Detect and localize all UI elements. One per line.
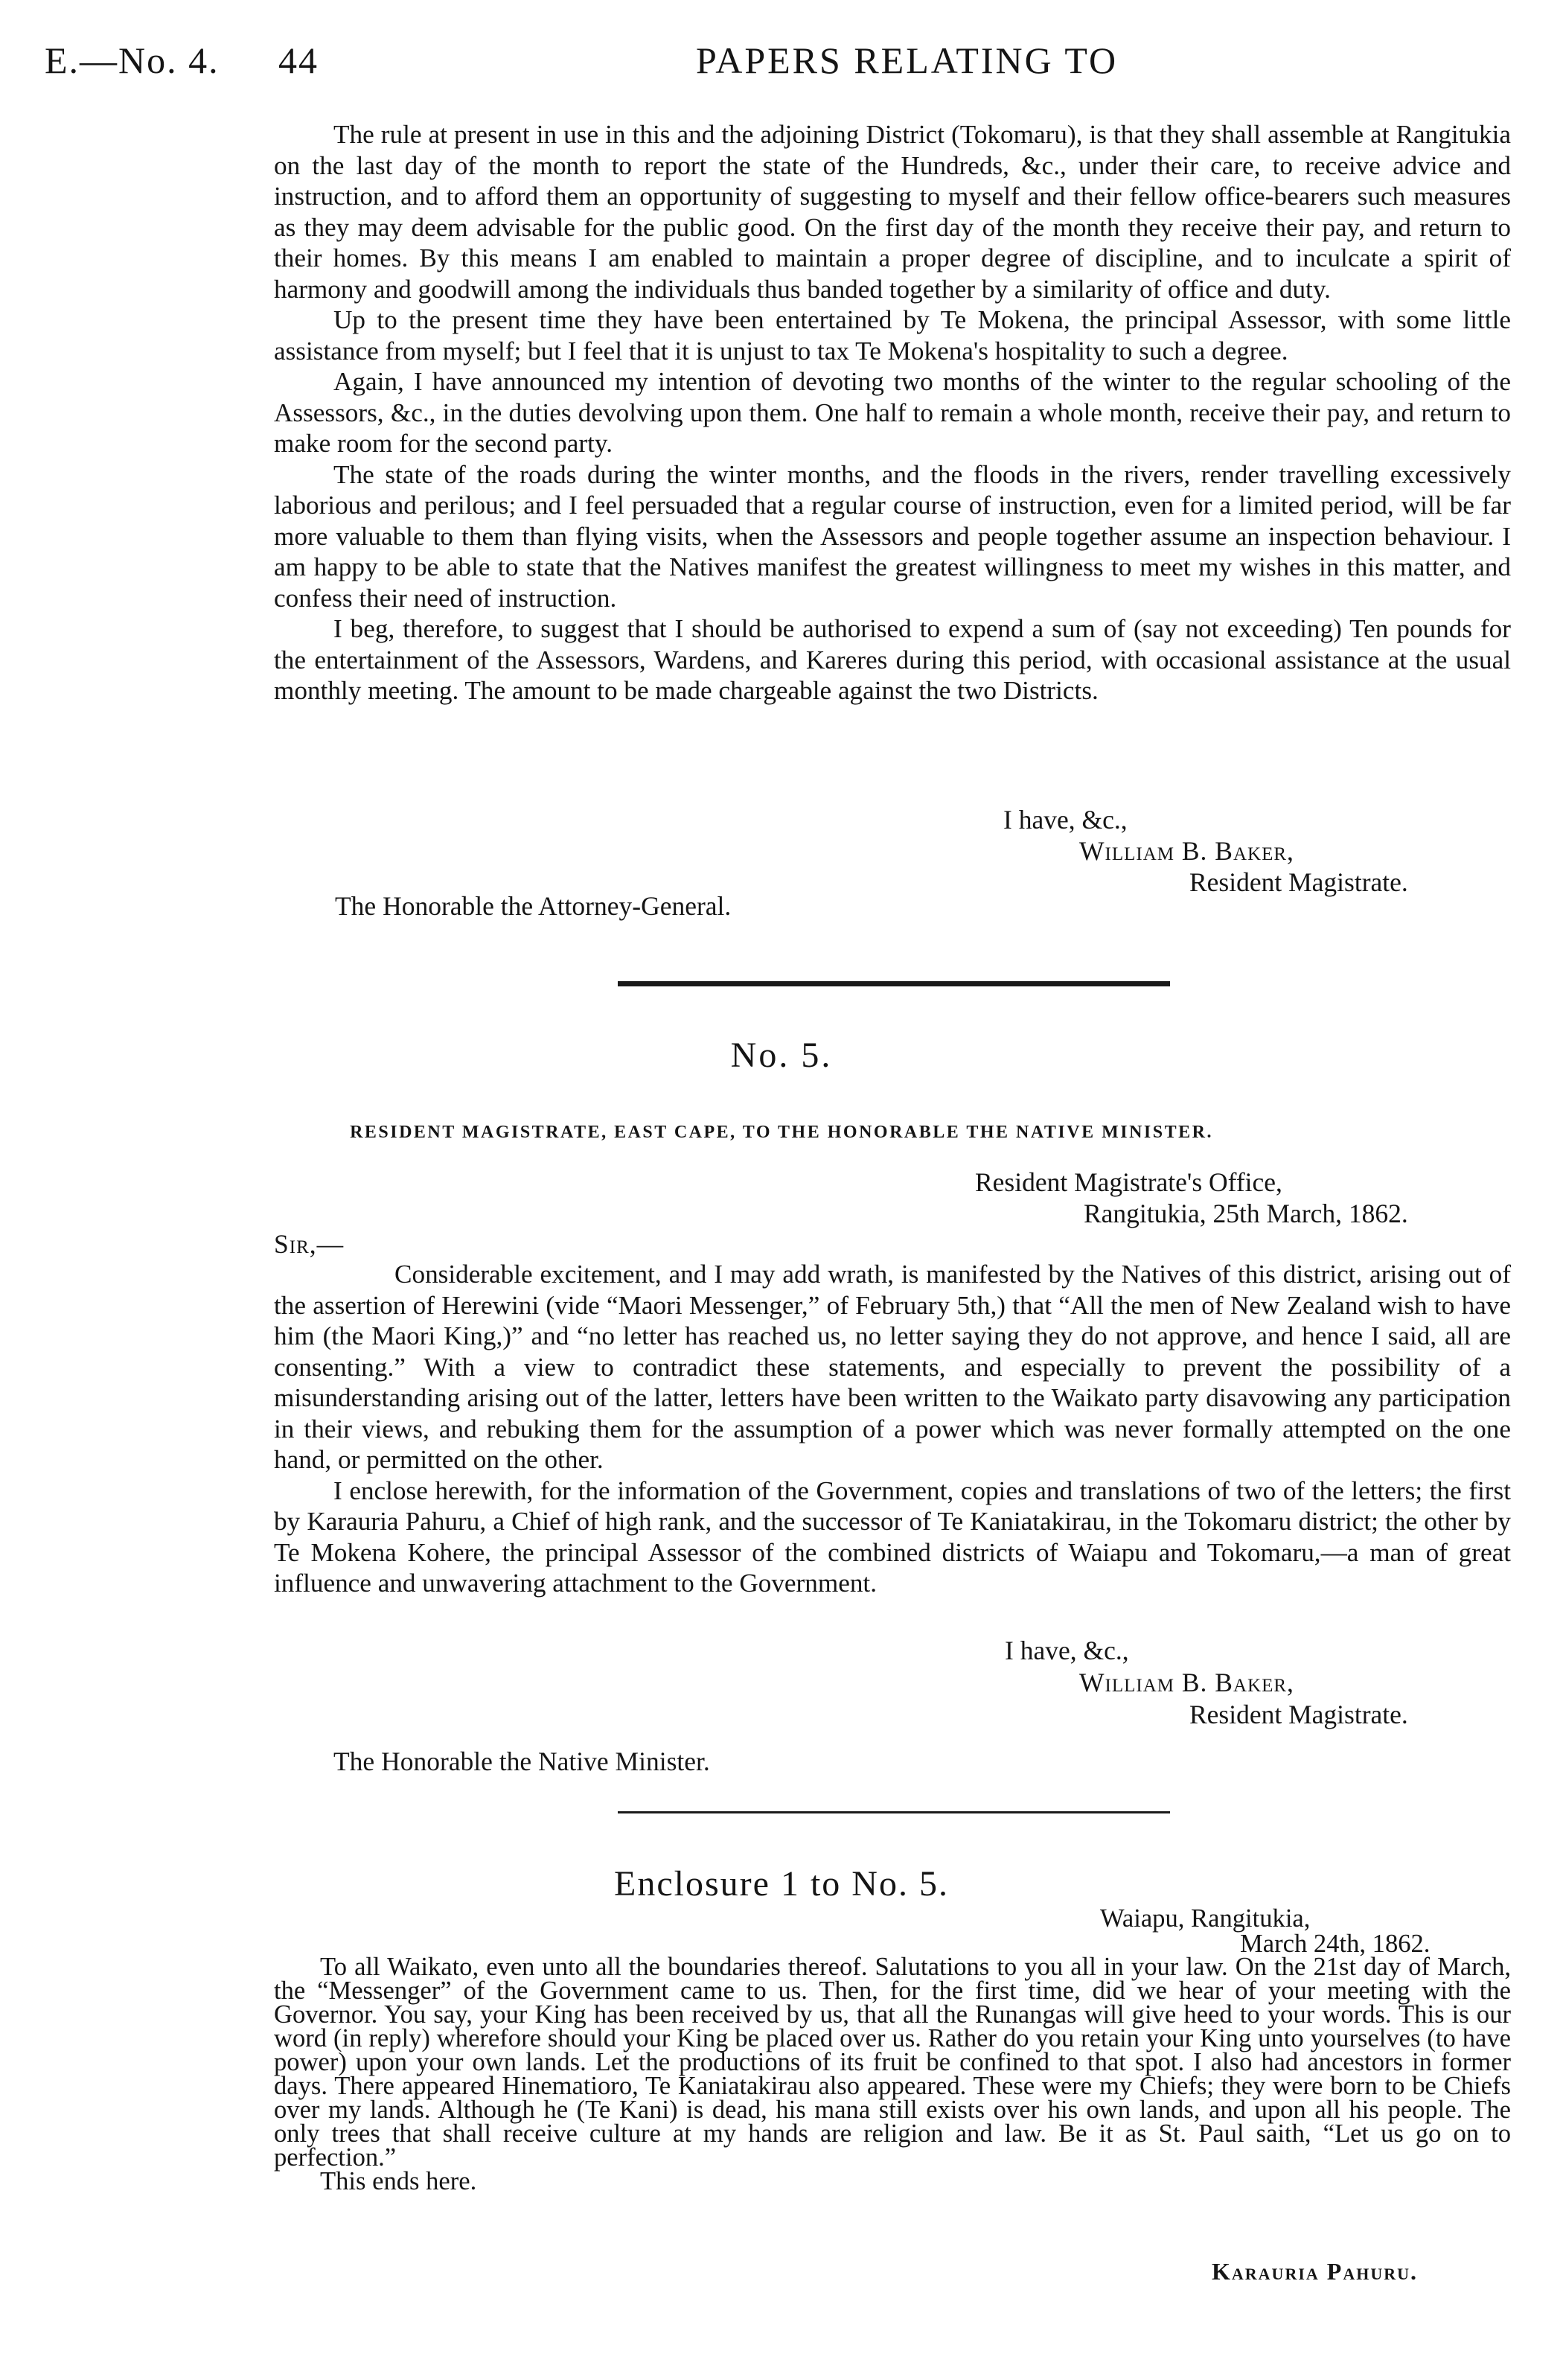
letter4-addressee: The Honorable the Attorney-General.: [335, 891, 732, 921]
letter4-body: [274, 119, 1511, 706]
letter4-paragraph: I beg, therefore, to suggest that I should be authorised to expend a sum of (say not exceeding) Ten pounds for the entertainment of the Assessors, Wardens, and Kareres during this period, with occasional assistance at the usual monthly meeting. The amount to be made chargeable against the two Districts.: [274, 614, 1511, 705]
running-header: [45, 39, 1533, 91]
enclosure-body: [274, 1955, 1511, 2193]
letter4-signer-title: Resident Magistrate.: [1189, 867, 1408, 897]
letter5-body: [274, 1259, 1511, 1599]
letter4-paragraph: The state of the roads during the winter months, and the floods in the rivers, render travelling excessively laborious and perilous; and I feel persuaded that a regular course of instruction, even for a limited period, will be far more valuable to them than flying visits, when the Assessors and people together assume an inspection behaviour. I am happy to be able to state that the Natives manifest the greatest willingness to meet my wishes in this matter, and confess their need of instruction.: [274, 459, 1511, 613]
letter4-paragraph: The rule at present in use in this and the adjoining District (Tokomaru), is that they shall assemble at Rangitukia on the last day of the month to report the state of the Hundreds, &c., under their care, to receive advice and instruction, and to afford them an opportunity of suggesting to myself and their fellow office-bearers such measures as they may deem advisable for the public good. On the first day of the month they receive their pay, and return to their homes. By this means I am enabled to maintain a proper degree of discipline, and to inculcate a spirit of harmony and goodwill among the individuals thus banded together by a similarity of office and duty.: [274, 120, 1511, 304]
letter5-addressee: The Honorable the Native Minister.: [333, 1746, 710, 1776]
enclosure-heading: Enclosure 1 to No. 5.: [614, 1864, 949, 1904]
letter5-signer: William B. Baker,: [1079, 1668, 1294, 1697]
letter-number-heading: No. 5.: [730, 1036, 833, 1075]
paper-reference: E.—No. 4.: [45, 39, 220, 81]
letter4-closing: I have, &c.,: [1003, 805, 1128, 835]
section-divider: [618, 981, 1170, 986]
letter5-signer-title: Resident Magistrate.: [1189, 1700, 1408, 1729]
page-number: 44: [278, 39, 319, 81]
letter4-paragraph: Again, I have announced my intention of devoting two months of the winter to the regular schooling of the Assessors, &c., in the duties devolving upon them. One half to remain a whole month, receive their pay, and return to make room for the second party.: [274, 367, 1511, 458]
section-divider: [618, 1811, 1170, 1813]
enclosure-paragraph: This ends here.: [320, 2167, 477, 2195]
letter5-salutation: Sir,—: [274, 1229, 345, 1259]
letter-subheading: RESIDENT MAGISTRATE, EAST CAPE, TO THE HONORABLE THE NATIVE MINISTER.: [350, 1123, 1213, 1142]
enclosure-place: Waiapu, Rangitukia,: [1100, 1904, 1311, 1933]
letter5-closing: I have, &c.,: [1005, 1636, 1129, 1665]
letter5-address-line2: Rangitukia, 25th March, 1862.: [1084, 1199, 1408, 1228]
running-title: PAPERS RELATING TO: [696, 39, 1119, 81]
letter4-paragraph: Up to the present time they have been entertained by Te Mokena, the principal Assessor, with some little assistance from myself; but I feel that it is unjust to tax Te Mokena's hospitality to such a degree.: [274, 305, 1511, 366]
enclosure-date: March 24th, 1862.: [1240, 1930, 1431, 1958]
letter5-address-line1: Resident Magistrate's Office,: [975, 1167, 1282, 1197]
letter4-signer: William B. Baker,: [1079, 836, 1294, 866]
letter5-paragraph: I enclose herewith, for the information of the Government, copies and translations of two of the letters; the first by Karauria Pahuru, a Chief of high rank, and the successor of Te Kaniatakirau, in the Tokomaru district; the other by Te Mokena Kohere, the principal Assessor of the combined districts of Waiapu and Tokomaru,—a man of great influence and unwavering attachment to the Government.: [274, 1475, 1511, 1598]
enclosure-signer: Karauria Pahuru.: [1212, 2258, 1418, 2285]
enclosure-paragraph: To all Waikato, even unto all the boundaries thereof. Salutations to you all in your law. On the 21st day of March, the “Messenger” of the Government came to us. Then, for the first time, did we hear of your meeting with the Governor. You say, your King has been received by us, that all the Runangas will give heed to your words. This is our word (in reply) wherefore should your King be placed over us. Rather do you retain your King unto yourselves (to have power) upon your own lands. Let the productions of its fruit be confined to that spot. I also had ancestors in former days. There appeared Hinematioro, Te Kaniatakirau also appeared. These were my Chiefs; they were born to be Chiefs over my lands. Although he (Te Kani) is dead, his mana still exists over his own lands, and upon all his people. The only trees that shall receive culture at my hands are religion and law. Be it as St. Paul saith, “Let us go on to perfection.”: [274, 1953, 1511, 2172]
letter5-paragraph: Considerable excitement, and I may add wrath, is manifested by the Natives of this district, arising out of the assertion of Herewini (vide “Maori Messenger,” of February 5th,) that “All the men of New Zealand wish to have him (the Maori King,)” and “no letter has reached us, no letter saying they do not approve, and hence I said, all are consenting.” With a view to contradict these statements, and especially to prevent the possibility of a misunderstanding arising out of the latter, letters have been written to the Waikato party disavowing any participation in their views, and rebuking them for the assumption of a power which was never formally attempted on the one hand, or permitted on the other.: [274, 1260, 1511, 1474]
